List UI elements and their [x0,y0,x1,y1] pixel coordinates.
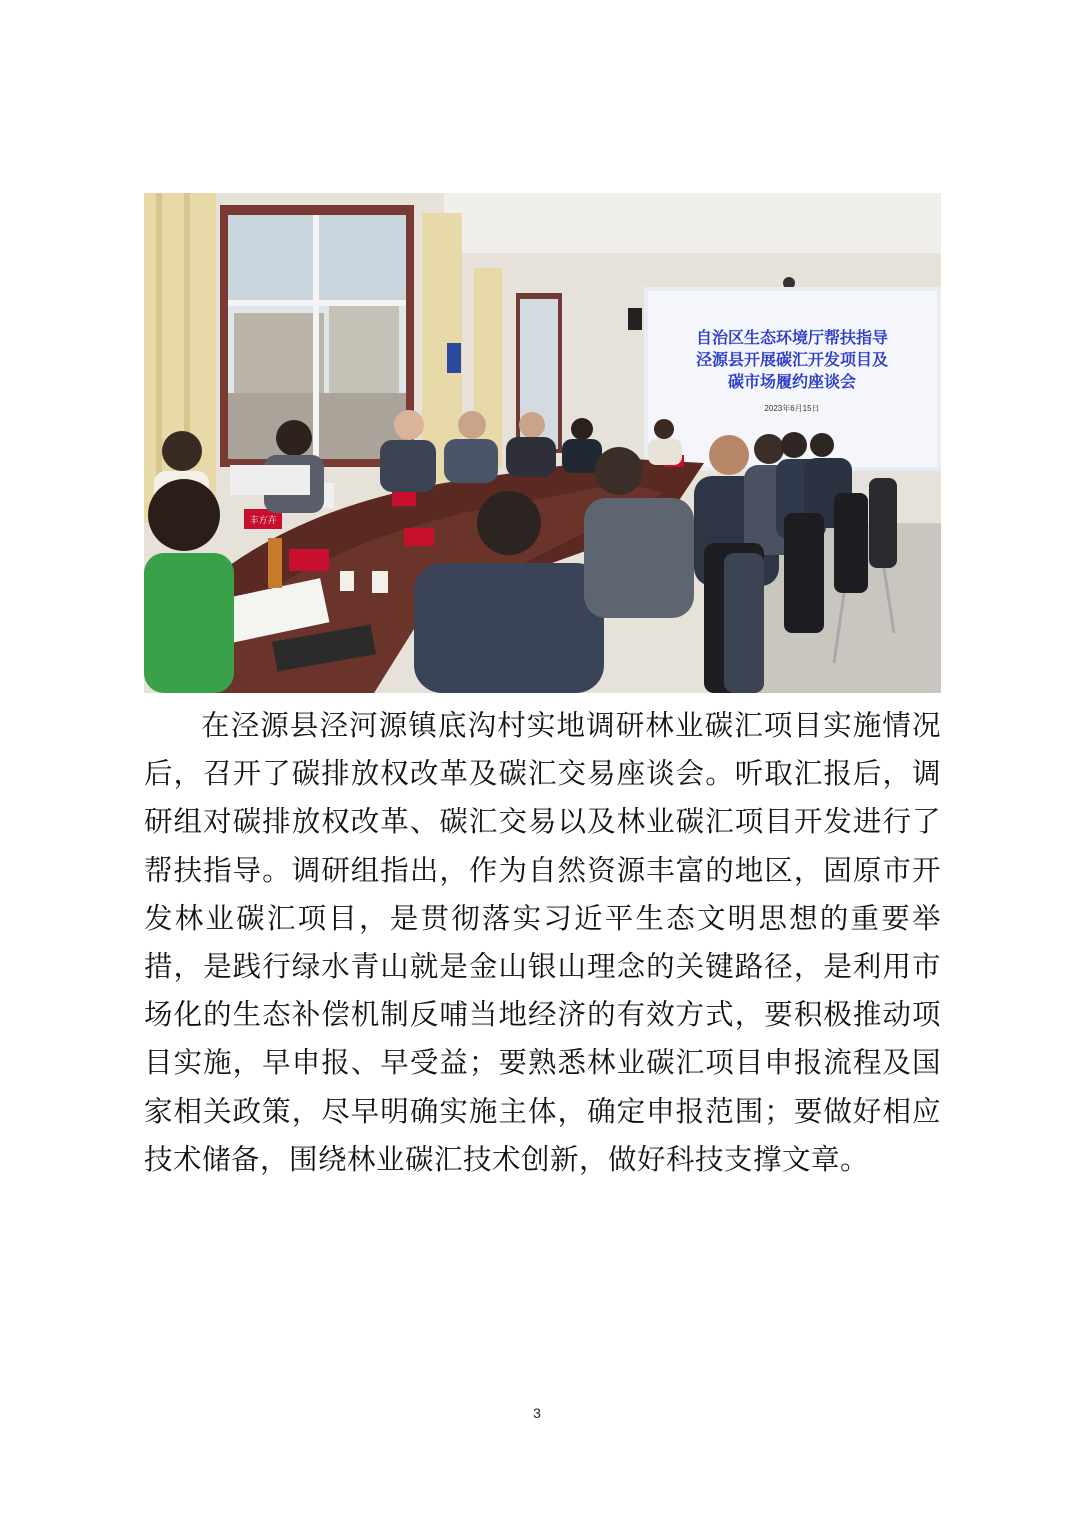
wall-sign [447,343,461,373]
person-head [394,410,424,440]
jacket [724,553,764,693]
person-body [648,439,682,465]
person-head [810,433,834,457]
person-head [571,418,593,440]
person-body [414,563,604,693]
meeting-photo [144,193,941,693]
screen-title-line3: 碳市场履约座谈会 [727,372,857,391]
cup [372,571,388,593]
person-body [444,439,498,483]
person-body [584,498,694,618]
person-body [380,440,436,492]
nameplate [289,549,329,571]
chair [869,478,897,568]
cup [340,571,354,591]
chair [784,513,824,633]
water-bottle [268,538,282,588]
person-head [477,491,541,555]
person-head [654,419,674,439]
person-head [709,435,749,475]
page-number: 3 [533,1405,541,1421]
meeting-photo-illustration [144,193,941,693]
person-body [144,553,234,693]
person-head [162,431,202,471]
screen-title-line1: 自治区生态环境厅帮扶指导 [695,328,889,347]
person-head [519,412,545,438]
screen-date: 2023年6月15日 [764,404,820,413]
article-paragraph: 在泾源县泾河源镇底沟村实地调研林业碳汇项目实施情况后，召开了碳排放权改革及碳汇交易座谈会。听取汇报后，调研组对碳排放权改革、碳汇交易以及林业碳汇项目开发进行了帮扶指导。调研组指出，作为自然资源丰富的地区，固原市开发林业碳汇项目，是贯彻落实习近平生态文明思想的重要举措，是践行绿水青山就是金山银山理念的关键路径，是利用市场化的生态补偿机制反哺当地经济的有效方式，要积极推动项目实施，早申报、早受益；要熟悉林业碳汇项目申报流程及国家相关政策，尽早明确实施主体，确定申报范围；要做好相应技术储备，围绕林业碳汇技术创新，做好科技支撑文章。 [144,709,941,1176]
ceiling [444,193,941,253]
person-head [276,420,312,456]
speaker [628,308,642,330]
person-body [506,437,556,477]
person-head [781,432,807,458]
screen-title-line2: 泾源县开展碳汇开发项目及 [695,350,889,369]
person-head [595,447,643,495]
nameplate-text: 丰方卉 [249,516,277,526]
person-head [148,479,220,551]
radiator [230,465,310,495]
person-head [458,411,486,439]
chair [834,493,868,593]
person-head [754,434,784,464]
nameplate [404,528,434,546]
